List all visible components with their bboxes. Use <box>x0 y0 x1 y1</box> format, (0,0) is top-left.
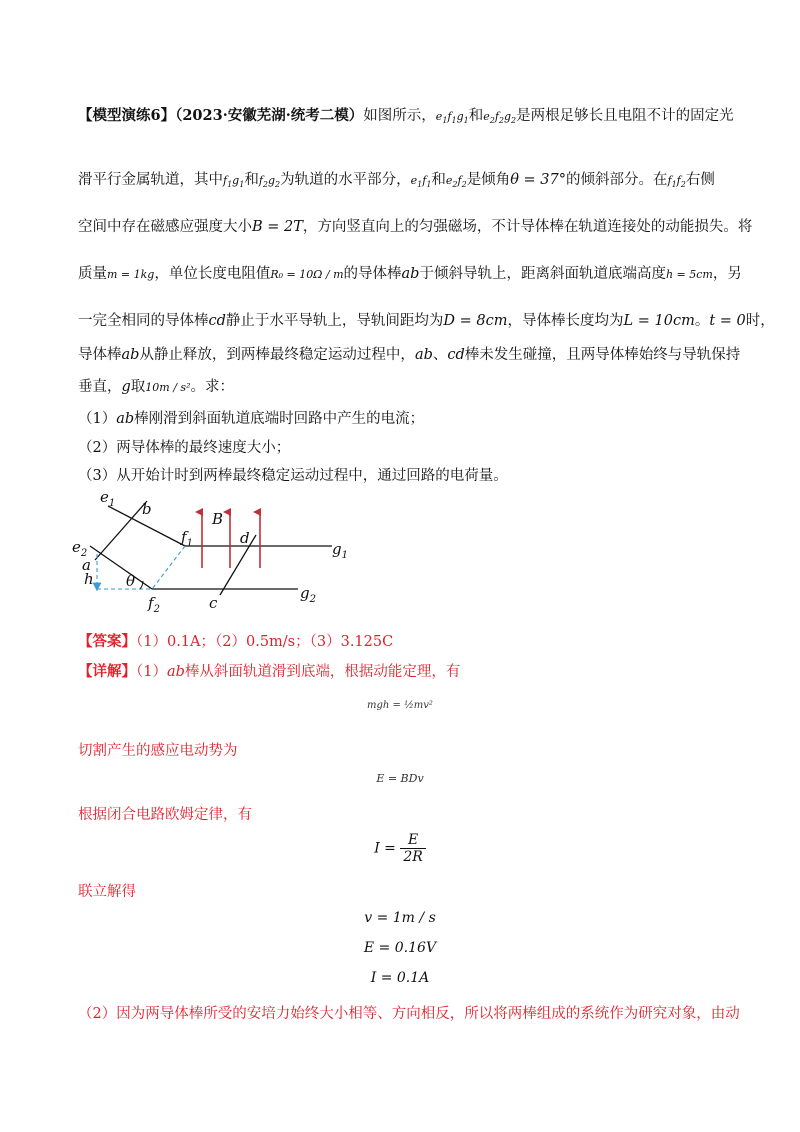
angle-theta: θ = 37° <box>510 172 566 188</box>
rod-ab: ab <box>401 266 420 282</box>
label-c: c <box>209 594 218 612</box>
text: 和 <box>468 108 484 124</box>
text: 滑平行金属轨道，其中 <box>78 172 223 188</box>
rod-cd <box>220 535 256 595</box>
text: 一完全相同的导体棒 <box>78 313 209 329</box>
text: 的导体棒 <box>343 266 402 282</box>
label-theta: θ <box>126 572 136 590</box>
text: 导体棒 <box>78 347 122 363</box>
detail-line-2: 切割产生的感应电动势为 <box>78 743 238 759</box>
rod-cd: cd <box>447 347 465 363</box>
text: ，导体棒长度均为 <box>507 313 624 329</box>
text: 质量 <box>78 266 107 282</box>
mass-m: m = 1kg <box>107 268 155 281</box>
rail-e2f2: $e_2f_2$ <box>445 174 467 189</box>
label-f2: $f_2$ <box>148 594 160 615</box>
equation-emf <box>0 770 800 786</box>
text: ，另 <box>712 266 742 282</box>
problem-tag: 【模型演练6】 <box>78 107 176 124</box>
equation-text: mgh = ½mv² <box>367 700 433 711</box>
label-g2: $g_2$ <box>300 584 316 605</box>
label-d: d <box>240 529 250 547</box>
text: （1） <box>136 664 167 680</box>
time-t: t = 0 <box>709 313 746 329</box>
text: 和 <box>431 172 446 188</box>
problem-line-3 <box>78 217 752 237</box>
gravity-g: g <box>121 379 131 395</box>
text: 取 <box>130 379 146 395</box>
text: 棒未发生碰撞，且两导体棒始终与导轨保持 <box>464 347 741 363</box>
field-B: B = 2T <box>252 219 303 235</box>
answer-line <box>78 632 393 652</box>
text: 从静止释放，到两棒最终稳定运动过程中， <box>139 347 415 363</box>
label-a: a <box>82 556 91 574</box>
text: 空间中存在磁感应强度大小 <box>78 219 252 235</box>
result-v: v = 1m / s <box>364 910 436 926</box>
text: ，单位长度电阻值 <box>154 266 271 282</box>
rail-e2f2g2: $e_2f_2g_2$ <box>483 110 517 125</box>
label-f1: $f_1$ <box>181 528 193 549</box>
gravity-value: 10m / s² <box>145 381 191 394</box>
problem-line-1 <box>78 106 734 131</box>
text: 、 <box>432 347 448 363</box>
problem-line-6 <box>78 345 740 365</box>
dashed-f1f2 <box>152 546 185 589</box>
label-h: h <box>84 570 94 588</box>
label-b: b <box>142 500 152 518</box>
detail-tag: 【详解】 <box>78 663 136 680</box>
answer-tag: 【答案】 <box>78 633 136 650</box>
rail-f1g1: $f_1g_1$ <box>223 174 245 189</box>
rod-cd: cd <box>208 313 226 329</box>
problem-source: （2023·安徽芜湖·统考二模） <box>175 107 364 124</box>
rod-ab <box>95 501 147 560</box>
text: 。求： <box>190 379 234 395</box>
equation-text: I = <box>374 840 396 857</box>
text: 垂直， <box>78 379 122 395</box>
rail-f1f2: $f_1f_2$ <box>667 174 686 189</box>
rail-e1f1: $e_1f_1$ <box>410 174 432 189</box>
text: 是两根足够长且电阻不计的固定光 <box>516 108 734 124</box>
text: 棒刚滑到斜面轨道底端时回路中产生的电流； <box>134 411 425 427</box>
fraction <box>400 832 425 865</box>
text: 。 <box>694 313 710 329</box>
equation-ohm <box>0 832 800 865</box>
question-1 <box>78 409 424 429</box>
rail-diagram <box>70 488 360 620</box>
problem-line-4 <box>78 264 742 285</box>
detail-line-5: （2）因为两导体棒所受的安培力始终大小相等、方向相反，所以将两棒组成的系统作为研究对象，由动 <box>78 1006 740 1022</box>
distance-D: D = 8cm <box>443 313 508 329</box>
text: 时， <box>745 313 775 329</box>
numerator: E <box>400 832 425 849</box>
rod-ab: ab <box>414 347 433 363</box>
resistance-R0: R₀ = 10Ω / m <box>270 268 344 281</box>
answer-text: （1）0.1A；（2）0.5m/s；（3）3.125C <box>136 634 394 650</box>
problem-line-2 <box>78 170 715 195</box>
text: 于倾斜导轨上，距离斜面轨道底端高度 <box>419 266 666 282</box>
label-e1: $e_1$ <box>100 488 116 509</box>
question-2: （2）两导体棒的最终速度大小； <box>78 440 291 456</box>
equation-text: E = BDv <box>376 772 424 785</box>
length-L: L = 10cm <box>623 313 695 329</box>
rod-ab: ab <box>166 664 185 680</box>
detail-line-1 <box>78 662 460 682</box>
result-E: E = 0.16V <box>363 940 437 956</box>
text: 右侧 <box>685 172 715 188</box>
result-I: I = 0.1A <box>370 970 430 986</box>
denominator: 2R <box>403 849 423 865</box>
text: ，方向竖直向上的匀强磁场，不计导体棒在轨道连接处的动能损失。将 <box>302 219 753 235</box>
text: 是倾角 <box>466 172 511 188</box>
rod-ab: ab <box>116 411 135 427</box>
text: 如图所示， <box>363 108 436 124</box>
height-h: h = 5cm <box>665 268 713 281</box>
detail-line-4: 联立解得 <box>78 884 136 900</box>
text: 为轨道的水平部分， <box>280 172 411 188</box>
equation-energy <box>0 696 800 712</box>
problem-line-5 <box>78 311 775 331</box>
label-g1: $g_1$ <box>332 540 348 561</box>
rail-e1f1g1: $e_1f_1g_1$ <box>435 110 469 125</box>
text: 的倾斜部分。在 <box>566 172 668 188</box>
text: 棒从斜面轨道滑到底端，根据动能定理，有 <box>184 664 461 680</box>
problem-line-7 <box>78 377 234 398</box>
rod-ab: ab <box>121 347 140 363</box>
label-e2: $e_2$ <box>72 538 88 559</box>
label-B: B <box>212 510 224 528</box>
text: （1） <box>78 411 117 427</box>
rail-f2g2: $f_2g_2$ <box>258 174 281 189</box>
text: 静止于水平导轨上，导轨间距均为 <box>225 313 444 329</box>
text: 和 <box>244 172 259 188</box>
detail-line-3: 根据闭合电路欧姆定律，有 <box>78 807 252 823</box>
question-3: （3）从开始计时到两棒最终稳定运动过程中，通过回路的电荷量。 <box>78 468 508 484</box>
